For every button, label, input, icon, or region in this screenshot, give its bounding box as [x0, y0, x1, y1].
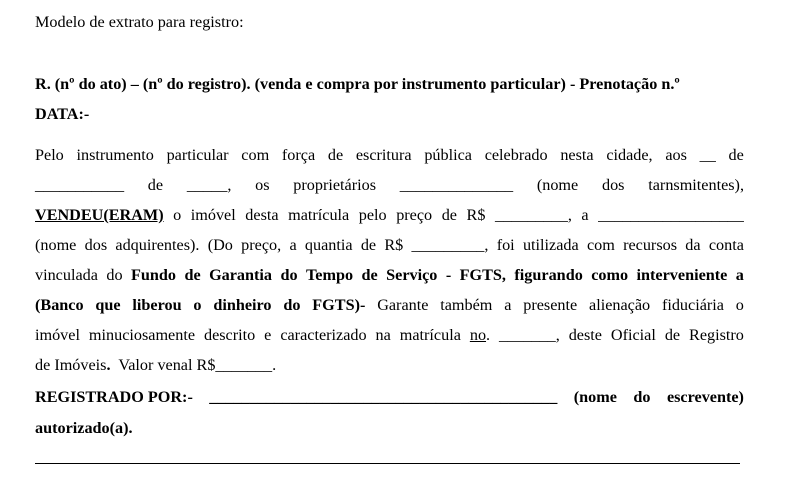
blank-preco: _________,	[494, 206, 572, 224]
word: minuciosamente	[88, 326, 196, 344]
word: instrumento	[76, 146, 154, 164]
word: matrícula	[399, 326, 461, 344]
blank-adquirentes: __________________	[598, 206, 744, 224]
blank-day: __	[699, 146, 716, 164]
word: de	[360, 236, 377, 254]
body-line-4	[35, 235, 744, 255]
word: alienação	[589, 296, 651, 314]
word: nesta	[560, 146, 594, 164]
word: caracterizado	[280, 326, 367, 344]
word: .	[486, 326, 491, 344]
word: (Banco	[35, 296, 84, 314]
word: do	[280, 266, 298, 284]
blank-transmitentes: ______________	[399, 176, 514, 194]
word: a	[735, 266, 744, 284]
word: de	[147, 176, 164, 194]
word: com	[586, 236, 615, 254]
word: aos	[665, 146, 687, 164]
autorizado-text: autorizado(a).	[35, 419, 133, 437]
word: a	[504, 296, 512, 314]
word: R$	[384, 236, 404, 254]
word: (nome	[35, 236, 77, 254]
word: Garante	[377, 296, 429, 314]
date-label: DATA:-	[35, 105, 90, 123]
word: presente	[523, 296, 578, 314]
matricula-number-group	[470, 325, 490, 345]
word: (Do	[207, 236, 233, 254]
word: escrevente)	[666, 388, 744, 406]
word: a	[289, 236, 297, 254]
word: também	[440, 296, 493, 314]
word: dinheiro	[213, 296, 272, 314]
word: com	[241, 146, 270, 164]
word: a	[581, 206, 589, 224]
word: matrícula	[288, 206, 350, 224]
word: R$	[466, 206, 486, 224]
word: dos	[601, 176, 625, 194]
blank-registrado: ___________________________________________	[209, 388, 558, 406]
word: imóvel	[190, 206, 236, 224]
body-line-7	[35, 325, 744, 345]
word: foi	[496, 236, 515, 254]
body-line-3	[35, 205, 744, 225]
number-abbrev: no	[469, 326, 487, 344]
word: o	[735, 296, 744, 314]
word: pelo	[358, 206, 387, 224]
word: adquirentes).	[115, 236, 200, 254]
word: conta	[708, 236, 744, 254]
word: celebrado	[484, 146, 548, 164]
word: quantia	[304, 236, 353, 254]
word: recursos	[623, 236, 678, 254]
word: deste	[568, 326, 602, 344]
body-line-6	[35, 295, 744, 315]
word: descrito	[203, 326, 256, 344]
blank-year: _____,	[186, 176, 232, 194]
word: particular	[166, 146, 229, 164]
word: o	[193, 296, 202, 314]
blank-quantia: _________,	[411, 236, 489, 254]
word: Registro	[689, 326, 744, 344]
word: Tempo	[306, 266, 354, 284]
body-line-5	[35, 265, 744, 285]
word: -	[445, 266, 452, 284]
body-line-8	[35, 355, 744, 375]
word: FGTS)-	[312, 296, 366, 314]
word: de	[664, 326, 681, 344]
body-line-2	[35, 175, 744, 195]
word: de	[184, 266, 201, 284]
word: tarnsmitentes),	[648, 176, 744, 194]
word: de	[327, 146, 344, 164]
word: Pelo	[35, 146, 64, 164]
word: desta	[245, 206, 279, 224]
word: Garantia	[209, 266, 273, 284]
registrado-label: REGISTRADO POR:-	[35, 388, 193, 406]
word: proprietários	[293, 176, 377, 194]
valor-venal-text: Valor venal R$_______.	[110, 356, 277, 374]
word: como	[591, 266, 629, 284]
word: de	[441, 206, 457, 224]
signature-line	[35, 463, 740, 464]
blank-month: ___________	[35, 176, 125, 194]
word: do	[283, 296, 301, 314]
imoveis-text: de Imóveis	[35, 356, 107, 374]
word: utilizada	[522, 236, 579, 254]
word: preço	[396, 206, 433, 224]
word: vinculada	[35, 266, 98, 284]
bold-period: .	[106, 356, 111, 374]
word: interveniente	[636, 266, 728, 284]
word: e	[264, 326, 272, 344]
word: Oficial	[610, 326, 656, 344]
word: liberou	[132, 296, 182, 314]
word: figurando	[514, 266, 583, 284]
word: escritura	[355, 146, 412, 164]
word: da	[685, 236, 701, 254]
word: imóvel	[35, 326, 80, 344]
word: (nome	[573, 388, 617, 406]
document-heading: Modelo de extrato para registro:	[35, 13, 244, 31]
word: os	[255, 176, 270, 194]
word: Serviço	[386, 266, 438, 284]
word: do	[633, 388, 651, 406]
body-line-1	[35, 145, 744, 165]
word: do	[106, 266, 123, 284]
word: cidade,	[606, 146, 653, 164]
registrado-line	[35, 387, 744, 407]
word: pública	[424, 146, 472, 164]
word: fiduciária	[661, 296, 724, 314]
word: o	[173, 206, 182, 224]
word: preço,	[241, 236, 282, 254]
word: dos	[84, 236, 108, 254]
vendeu-label: VENDEU(ERAM)	[35, 206, 164, 224]
word: de	[361, 266, 378, 284]
word: (nome	[536, 176, 579, 194]
word: força	[281, 146, 316, 164]
word: Fundo	[131, 266, 176, 284]
word: de	[728, 146, 744, 164]
word: que	[95, 296, 121, 314]
blank-matricula: _______,	[499, 326, 560, 344]
word: FGTS,	[459, 266, 506, 284]
word: na	[375, 326, 391, 344]
document-title: R. (nº do ato) – (nº do registro). (venda e compra por instrumento particular) - Prenotação n.º	[35, 75, 680, 93]
